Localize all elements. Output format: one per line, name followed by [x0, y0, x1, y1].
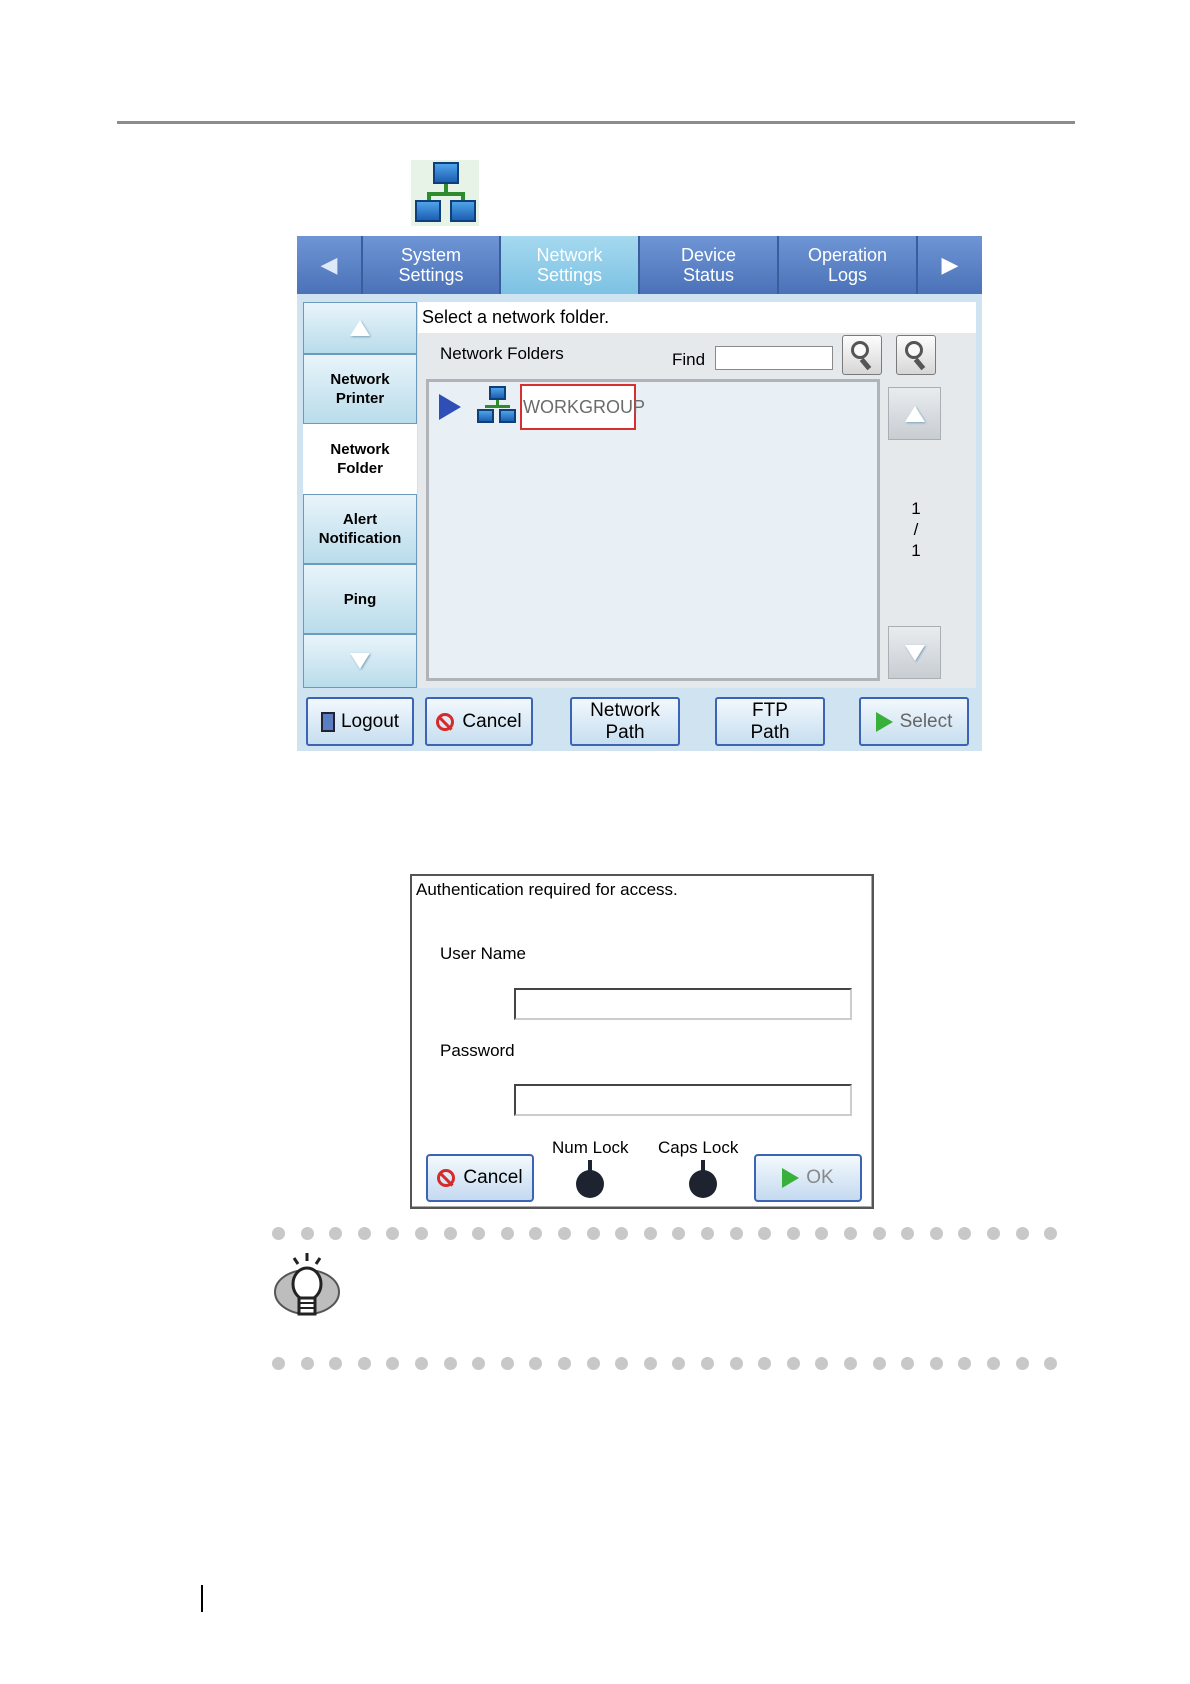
divider-dot	[644, 1357, 657, 1370]
sidenav-item-ping[interactable]: Ping	[303, 564, 417, 634]
cancel-icon	[437, 1169, 455, 1187]
divider-dot	[701, 1227, 714, 1240]
logout-door-icon	[321, 712, 335, 732]
find-previous-button[interactable]	[842, 335, 882, 375]
divider-dot	[815, 1227, 828, 1240]
page-separator: /	[913, 520, 919, 539]
page-current: 1	[911, 499, 921, 518]
expand-arrow-icon[interactable]	[439, 394, 461, 420]
divider-dot	[901, 1227, 914, 1240]
tab-next-button[interactable]	[918, 236, 982, 294]
divider-dot	[386, 1357, 399, 1370]
sidenav-item-network-folder[interactable]: Network Folder	[303, 424, 417, 494]
network-folder-screen	[297, 236, 982, 751]
tab-prev-button[interactable]	[297, 236, 363, 294]
divider-dot	[930, 1357, 943, 1370]
divider-dot	[958, 1357, 971, 1370]
sidenav-item-alert-notification[interactable]: Alert Notification	[303, 494, 417, 564]
workgroup-network-icon	[476, 385, 518, 427]
username-label: User Name	[440, 944, 526, 963]
divider-dot	[444, 1227, 457, 1240]
divider-dot	[444, 1357, 457, 1370]
find-input[interactable]	[715, 346, 833, 370]
divider-dot	[615, 1227, 628, 1240]
divider-dot	[701, 1357, 714, 1370]
auth-title: Authentication required for access.	[416, 880, 678, 899]
folder-tree[interactable]	[426, 379, 880, 681]
arrow-left-icon: ◀	[320, 252, 338, 277]
divider-dot	[844, 1227, 857, 1240]
divider-dot	[758, 1227, 771, 1240]
username-input[interactable]	[514, 988, 852, 1020]
tab-device-status[interactable]: Device Status	[640, 236, 779, 294]
arrow-up-icon	[350, 320, 370, 336]
network-path-button[interactable]: Network Path	[570, 697, 680, 746]
password-input[interactable]	[514, 1084, 852, 1116]
bottom-toolbar	[297, 692, 982, 751]
divider-dot	[873, 1357, 886, 1370]
panel-title: Select a network folder.	[418, 302, 976, 333]
divider-dot	[987, 1227, 1000, 1240]
divider-dot	[1044, 1227, 1057, 1240]
network-folder-icon	[411, 160, 479, 226]
divider-dot	[415, 1357, 428, 1370]
divider-dot	[844, 1357, 857, 1370]
cancel-button[interactable]	[425, 697, 533, 746]
tab-network-settings[interactable]: Network Settings	[501, 236, 640, 294]
divider-dot	[901, 1357, 914, 1370]
header-rule	[117, 121, 1075, 124]
divider-dot	[329, 1227, 342, 1240]
divider-dot	[587, 1227, 600, 1240]
divider-dot	[787, 1357, 800, 1370]
divider-dot	[672, 1357, 685, 1370]
tab-operation-logs[interactable]: Operation Logs	[779, 236, 918, 294]
cancel-icon	[436, 713, 454, 731]
divider-dot	[301, 1227, 314, 1240]
cancel-label: Cancel	[462, 710, 522, 732]
page-total: 1	[911, 541, 921, 560]
divider-dot	[615, 1357, 628, 1370]
divider-dot	[1016, 1227, 1029, 1240]
divider-dot	[301, 1357, 314, 1370]
auth-cancel-button[interactable]	[426, 1154, 534, 1202]
page-margin-mark	[201, 1585, 203, 1612]
logout-button[interactable]	[306, 697, 414, 746]
folder-panel	[418, 302, 976, 688]
num-lock-indicator	[576, 1170, 604, 1198]
hint-lightbulb-icon	[272, 1250, 346, 1322]
divider-dot	[358, 1357, 371, 1370]
divider-dot	[472, 1227, 485, 1240]
find-label: Find	[672, 350, 706, 369]
divider-dot	[415, 1227, 428, 1240]
divider-dot	[730, 1227, 743, 1240]
caps-lock-indicator	[689, 1170, 717, 1198]
divider-dot	[272, 1357, 285, 1370]
divider-dot	[815, 1357, 828, 1370]
tab-system-settings[interactable]: System Settings	[363, 236, 501, 294]
divider-dot	[329, 1357, 342, 1370]
scroll-up-button[interactable]	[888, 387, 941, 440]
divider-dot	[873, 1227, 886, 1240]
ok-play-icon	[782, 1168, 799, 1188]
page-indicator	[896, 498, 936, 561]
divider-dot	[501, 1357, 514, 1370]
divider-dot	[1044, 1357, 1057, 1370]
select-label: Select	[899, 710, 953, 732]
magnifier-icon	[905, 341, 923, 359]
divider-dot	[672, 1227, 685, 1240]
sidenav-item-network-printer[interactable]: Network Printer	[303, 354, 417, 424]
magnifier-icon	[851, 341, 869, 359]
arrow-right-icon: ▶	[941, 252, 959, 277]
divider-dot	[272, 1227, 285, 1240]
divider-dot	[472, 1357, 485, 1370]
divider-dot	[758, 1357, 771, 1370]
password-label: Password	[440, 1041, 515, 1060]
sidenav-up-button[interactable]	[303, 302, 417, 354]
divider-dot	[587, 1357, 600, 1370]
divider-dot	[958, 1227, 971, 1240]
divider-dot	[529, 1357, 542, 1370]
scroll-down-button[interactable]	[888, 626, 941, 679]
network-folders-label: Network Folders	[440, 344, 564, 363]
caps-lock-label: Caps Lock	[658, 1138, 739, 1157]
divider-dot	[1016, 1357, 1029, 1370]
sidenav-down-button[interactable]	[303, 634, 417, 688]
arrow-down-icon	[905, 645, 925, 661]
tab-bar	[297, 236, 982, 294]
divider-dot	[386, 1227, 399, 1240]
select-play-icon	[876, 712, 893, 732]
tree-item-workgroup[interactable]: WORKGROUP	[520, 384, 636, 430]
divider-dot	[558, 1357, 571, 1370]
auth-cancel-label: Cancel	[463, 1167, 523, 1188]
divider-dot	[501, 1227, 514, 1240]
divider-dot	[730, 1357, 743, 1370]
authentication-dialog	[410, 874, 874, 1209]
auth-ok-label: OK	[806, 1167, 834, 1188]
divider-dot	[529, 1227, 542, 1240]
divider-dot	[358, 1227, 371, 1240]
select-button[interactable]	[859, 697, 969, 746]
hint-bottom-divider	[272, 1357, 1062, 1371]
auth-ok-button[interactable]	[754, 1154, 862, 1202]
arrow-down-icon	[350, 653, 370, 669]
divider-dot	[987, 1357, 1000, 1370]
logout-label: Logout	[340, 710, 400, 732]
divider-dot	[787, 1227, 800, 1240]
divider-dot	[930, 1227, 943, 1240]
ftp-path-button[interactable]: FTP Path	[715, 697, 825, 746]
hint-top-divider	[272, 1227, 1062, 1241]
side-navigation	[303, 302, 417, 688]
num-lock-label: Num Lock	[552, 1138, 629, 1157]
divider-dot	[558, 1227, 571, 1240]
arrow-up-icon	[905, 406, 925, 422]
find-next-button[interactable]	[896, 335, 936, 375]
divider-dot	[644, 1227, 657, 1240]
